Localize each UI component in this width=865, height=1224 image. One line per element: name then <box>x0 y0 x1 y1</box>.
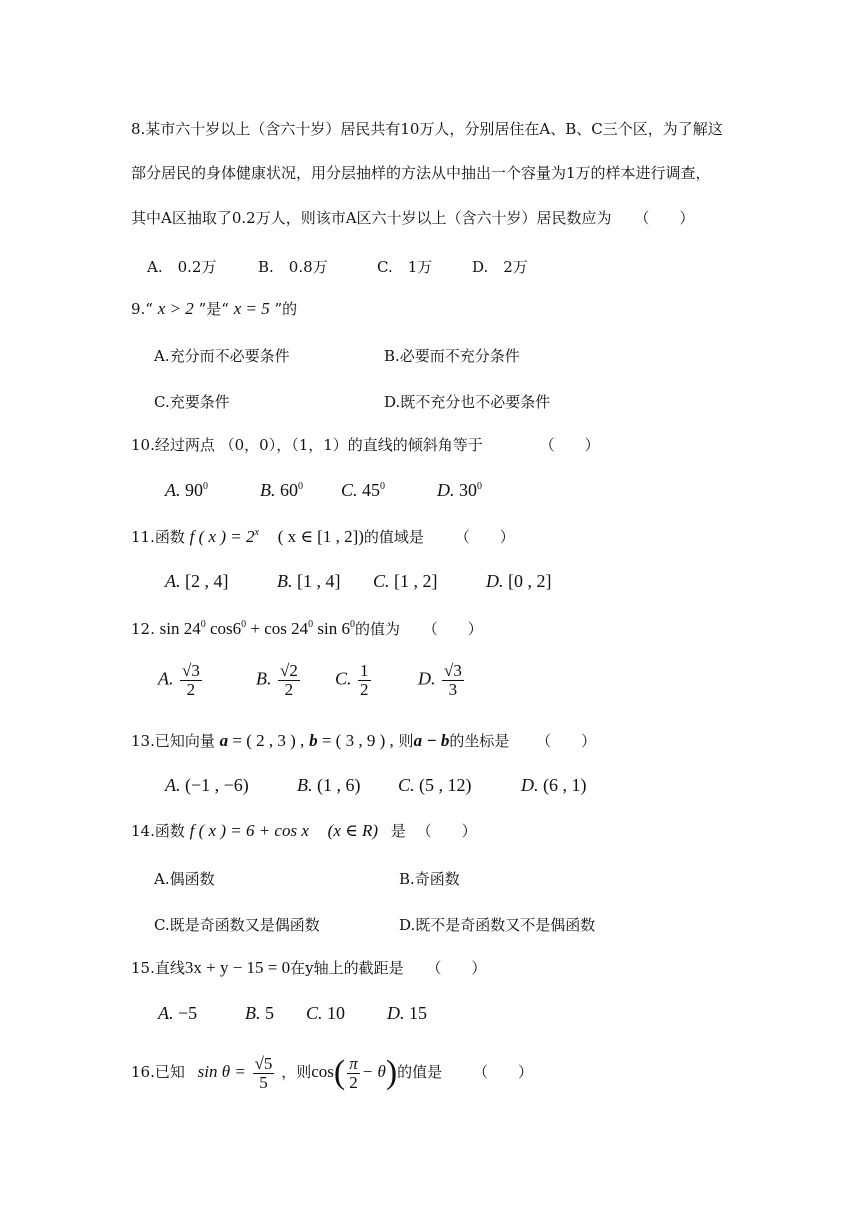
q13-num: 13.已知向量 <box>131 732 215 750</box>
q14-formula: f ( x ) = 6 + cos x <box>189 821 309 840</box>
q13-stem <box>131 731 596 751</box>
q13-a-value: = ( 2 , 3 ) , <box>228 731 305 750</box>
q12-tail: 的值为 <box>355 620 401 638</box>
q12-formula: $\sin 24^0$ $\cos 6^0 + \cos 24^0$ $\sin 6^0$ <box>159 619 355 638</box>
q16-stem <box>131 1046 533 1099</box>
q11-option-a: A. [2 , 4] <box>165 571 229 591</box>
q15-option-c: C. 10 <box>306 1003 346 1023</box>
answer-bracket: （ ） <box>454 528 515 546</box>
q8-line2: 部分居民的身体健康状况，用分层抽样的方法从中抽出一个容量为1万的样本进行调查， <box>131 164 711 182</box>
q10-option-b: B. $60^0$ <box>260 480 303 500</box>
q11-domain: ( x ∈ [1 , 2]) <box>277 527 364 546</box>
q11-exp: x <box>254 527 259 538</box>
q15-option-d: D. 15 <box>387 1003 427 1023</box>
right-paren: ) <box>385 1054 398 1091</box>
q12-option-d: D. $\frac{√3}{3}$ <box>418 661 462 699</box>
q14-num: 14.函数 <box>131 822 185 840</box>
q13-vector-a: a <box>219 731 229 750</box>
q8-line3 <box>131 208 694 228</box>
q16-minus-theta: − θ <box>361 1062 386 1081</box>
q11-formula: f ( x ) = 2 <box>189 527 255 546</box>
q8-option-a: A. 0.2万 <box>147 258 217 276</box>
answer-bracket: （ ） <box>426 959 487 977</box>
q11-option-c: C. [1 , 2] <box>373 571 438 591</box>
q13-a-minus-b: a − b <box>413 731 450 750</box>
q8-option-c: C. 1万 <box>377 258 433 276</box>
q14-stem <box>131 821 477 841</box>
q10-option-c: C. $45^0$ <box>341 480 386 500</box>
q15-num: 15.直线 <box>131 959 185 977</box>
q15-option-b: B. 5 <box>245 1003 274 1023</box>
q9-option-b: B.必要而不充分条件 <box>384 347 520 365</box>
q16-inner-fraction: $\frac{\pi}{2}$ <box>349 1053 358 1092</box>
q14-tail: 是 <box>390 822 406 840</box>
q9-option-d: D.既不充分也不必要条件 <box>384 393 551 411</box>
answer-bracket: （ ） <box>539 436 600 454</box>
q14-option-d: D.既不是奇函数又不是偶函数 <box>399 916 596 934</box>
q14-option-a: A.偶函数 <box>154 870 215 888</box>
q14-option-b: B.奇函数 <box>399 870 460 888</box>
q9-end: ”的 <box>274 300 298 318</box>
answer-bracket: （ ） <box>634 209 695 227</box>
q11-stem <box>131 527 515 547</box>
answer-bracket: （ ） <box>536 732 597 750</box>
q12-option-c: C. $\frac{1}{2}$ <box>335 661 369 699</box>
q13-tail: 的坐标是 <box>449 732 510 750</box>
q13-then: 则 <box>398 732 414 750</box>
q12-stem <box>131 619 483 639</box>
q13-option-c: C. (5 , 12) <box>398 775 472 795</box>
q13-option-d: D. (6 , 1) <box>521 775 587 795</box>
q10-option-a: A. $90^0$ <box>165 480 208 500</box>
q12-option-a: A. $\frac{√3}{2}$ <box>158 661 200 699</box>
q10-stem <box>131 435 600 455</box>
q15-option-a: A. −5 <box>158 1003 198 1023</box>
q11-option-b: B. [1 , 4] <box>277 571 341 591</box>
q16-fraction: $\frac{√5}{5}$ <box>254 1053 273 1092</box>
answer-bracket: （ ） <box>422 620 483 638</box>
q9-num: 9.“ <box>131 300 153 318</box>
left-paren: ( <box>333 1054 346 1091</box>
q16-num: 16.已知 <box>131 1063 185 1081</box>
q8-option-d: D. 2万 <box>472 258 528 276</box>
answer-bracket: （ ） <box>472 1063 533 1081</box>
q15-formula: 3x + y − 15 = 0 <box>184 958 291 977</box>
q12-num: 12. <box>131 620 155 638</box>
q12-option-b: B. $\frac{√2}{2}$ <box>256 661 298 699</box>
q10-option-d: D. $30^0$ <box>437 480 482 500</box>
q16-cos: cos <box>311 1062 334 1081</box>
q11-num: 11.函数 <box>131 528 185 546</box>
q8-line1: 8.某市六十岁以上（含六十岁）居民共有10万人，分别居住在A、B、C三个区，为了解这 <box>131 120 723 138</box>
q15-tail: 在y轴上的截距是 <box>290 959 404 977</box>
q9-mid: ”是“ <box>198 300 229 318</box>
q10-text: 10.经过两点 （0，0），（1，1）的直线的倾斜角等于 <box>131 436 483 454</box>
q13-option-b: B. (1 , 6) <box>297 775 361 795</box>
q8-option-b: B. 0.8万 <box>258 258 328 276</box>
q13-vector-b: b <box>309 731 318 750</box>
q9-cond1: x > 2 <box>157 299 194 318</box>
q11-tail: 的值域是 <box>363 528 424 546</box>
q13-b-value: = ( 3 , 9 ) , <box>317 731 394 750</box>
q14-domain: (x ∈ R) <box>327 821 379 840</box>
q16-sin: sin θ = <box>197 1062 246 1081</box>
q16-then: ，则 <box>281 1063 312 1081</box>
q15-stem <box>131 958 486 978</box>
q8-line3-text: 其中A区抽取了0.2万人，则该市A区六十岁以上（含六十岁）居民数应为 <box>131 209 612 227</box>
q13-option-a: A. (−1 , −6) <box>165 775 249 795</box>
q16-tail: 的值是 <box>397 1063 443 1081</box>
q9-option-c: C.充要条件 <box>154 393 230 411</box>
q9-cond2: x = 5 <box>233 299 270 318</box>
answer-bracket: （ ） <box>416 822 477 840</box>
q9-option-a: A.充分而不必要条件 <box>154 347 290 365</box>
q14-option-c: C.既是奇函数又是偶函数 <box>154 916 320 934</box>
q11-option-d: D. [0 , 2] <box>486 571 552 591</box>
q9-stem <box>131 299 297 319</box>
